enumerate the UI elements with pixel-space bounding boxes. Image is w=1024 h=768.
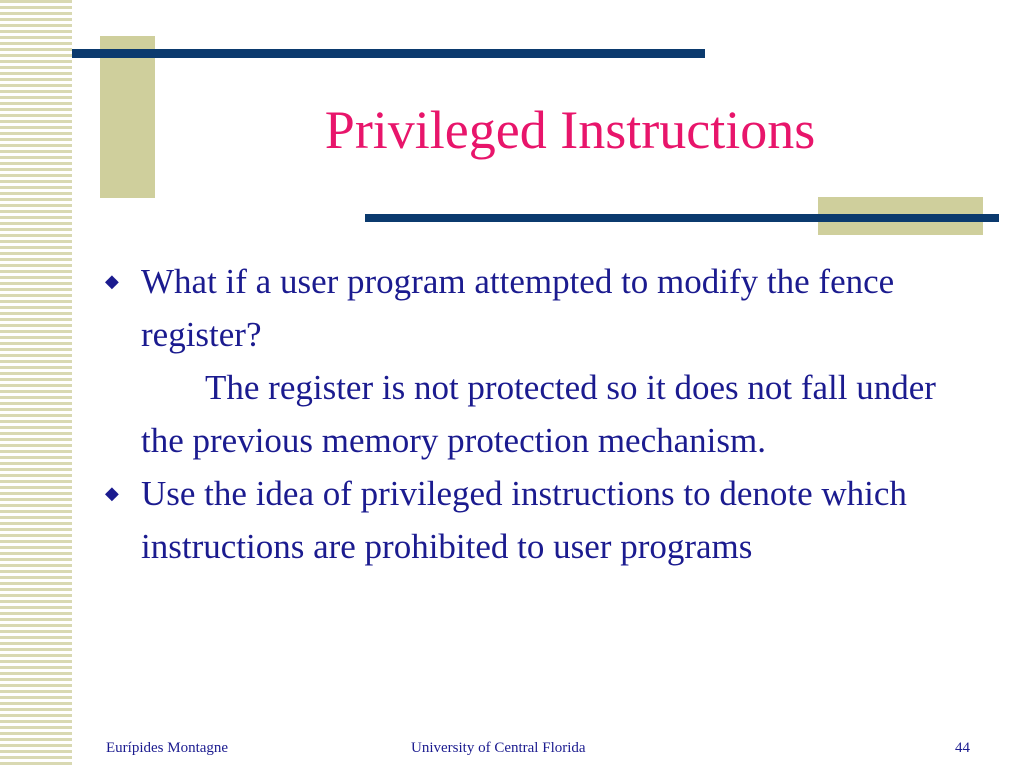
footer-page-number: 44 [955, 740, 970, 756]
slide-body [103, 255, 983, 573]
footer-institution: University of Central Florida [411, 740, 586, 756]
sub-paragraph-text: The register is not protected so it does not fall under the previous memory protection mechanism. [141, 368, 936, 460]
decorative-stripes [0, 0, 72, 768]
slide-title: Privileged Instructions [324, 100, 816, 160]
footer-author: Eurípides Montagne [106, 740, 229, 756]
sub-paragraph [103, 361, 983, 467]
rule-line-top [72, 49, 705, 58]
bullet-item [103, 255, 983, 361]
bullet-text: What if a user program attempted to modify the fence register? [141, 262, 895, 354]
diamond-bullet-icon: ◆ [105, 271, 119, 291]
accent-block-top [100, 36, 155, 198]
bullet-item [103, 467, 983, 573]
bullet-text: Use the idea of privileged instructions to denote which instructions are prohibited to user programs [141, 474, 907, 566]
rule-line-bottom [365, 214, 999, 222]
diamond-bullet-icon: ◆ [105, 483, 119, 503]
